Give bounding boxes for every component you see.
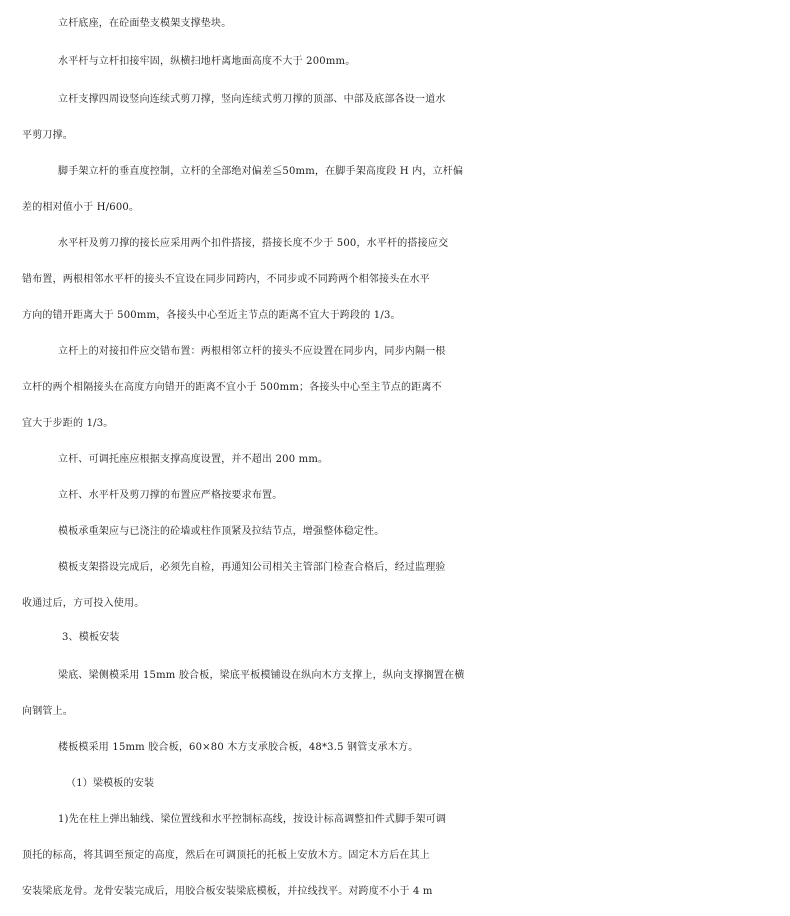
- paragraph-line: 梁底、梁侧模采用 15mm 胶合板，梁底平板模铺设在纵向木方支撑上，纵向支撑搁置在横: [58, 670, 465, 681]
- paragraph-line: 顶托的标高，将其调至预定的高度，然后在可调顶托的托板上安放木方。固定木方后在其上: [22, 850, 430, 861]
- paragraph-line: 立杆支撑四周设竖向连续式剪刀撑，竖向连续式剪刀撑的顶部、中部及底部各设一道水: [58, 94, 446, 105]
- paragraph-line: 楼板模采用 15mm 胶合板，60×80 木方支承胶合板，48*3.5 钢管支承木方。: [58, 742, 419, 753]
- paragraph-line: 收通过后，方可投入使用。: [22, 598, 145, 609]
- paragraph-line: 立杆底座，在砼面垫支模架支撑垫块。: [58, 18, 232, 29]
- subsection-heading: （1）梁模板的安装: [66, 778, 155, 789]
- paragraph-line: 立杆的两个相隔接头在高度方向错开的距离不宜小于 500mm；各接头中心至主节点的距离不: [22, 382, 442, 393]
- paragraph-line: 平剪刀撑。: [22, 130, 73, 141]
- paragraph-line: 模板承重架应与已浇注的砼墙或柱作顶紧及拉结节点，增强整体稳定性。: [58, 526, 385, 537]
- section-heading: 3、模板安装: [62, 632, 120, 643]
- paragraph-line: 向钢管上。: [22, 706, 73, 717]
- paragraph-line: 脚手架立杆的垂直度控制，立杆的全部绝对偏差≦50mm，在脚手架高度段 H 内，立杆偏: [58, 166, 464, 177]
- paragraph-line: 错布置，两根相邻水平杆的接头不宜设在同步同跨内，不同步或不同跨两个相邻接头在水平: [22, 274, 430, 285]
- paragraph-line: 差的相对值小于 H/600。: [22, 202, 140, 213]
- paragraph-line: 水平杆与立杆扣接牢固，纵横扫地杆离地面高度不大于 200mm。: [58, 56, 356, 67]
- paragraph-line: 方向的错开距离大于 500mm，各接头中心至近主节点的距离不宜大于跨段的 1/3。: [22, 310, 401, 321]
- paragraph-line: 安装梁底龙骨。龙骨安装完成后，用胶合板安装梁底模板，并拉线找平。对跨度不小于 4 m: [22, 886, 433, 897]
- paragraph-line: 立杆、可调托座应根据支撑高度设置，并不超出 200 mm。: [58, 454, 329, 465]
- paragraph-line: 立杆上的对接扣件应交错布置：两根相邻立杆的接头不应设置在同步内，同步内隔一根: [58, 346, 446, 357]
- paragraph-line: 1)先在柱上弹出轴线、梁位置线和水平控制标高线，按设计标高调整扣件式脚手架可调: [58, 814, 447, 825]
- paragraph-line: 立杆、水平杆及剪刀撑的布置应严格按要求布置。: [58, 490, 283, 501]
- paragraph-line: 水平杆及剪刀撑的接长应采用两个扣件搭接，搭接长度不少于 500，水平杆的搭接应交: [58, 238, 449, 249]
- paragraph-line: 模板支架搭设完成后，必须先自检，再通知公司相关主管部门检查合格后，经过监理验: [58, 562, 446, 573]
- paragraph-line: 宜大于步距的 1/3。: [22, 418, 114, 429]
